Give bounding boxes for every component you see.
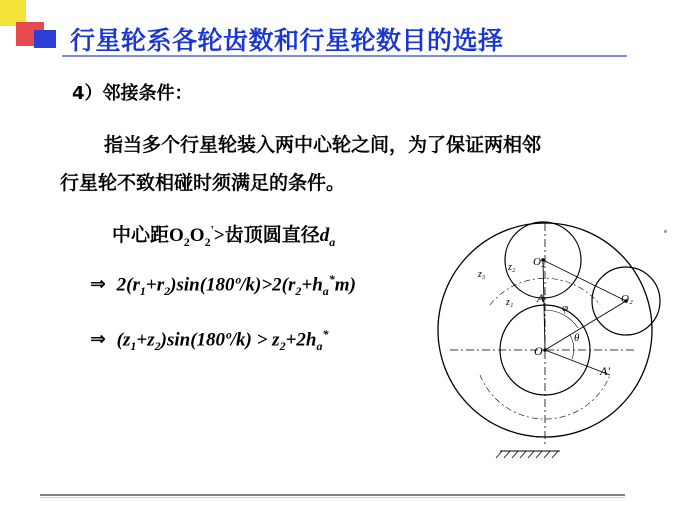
planetary-gear-diagram [430,215,675,465]
label-a-prime: A' [600,364,610,378]
label-a: A [537,291,545,305]
teeth-formula: ⇒ $(z_1+z_2)\sin(180º/k) > z_2+2h_a^*$ [90,327,329,354]
label-o: O [534,344,543,358]
paragraph-line-1: 指当多个行星轮装入两中心轮之间，为了保证两相邻 [104,134,542,156]
page-title: 行星轮系各轮齿数和行星轮数目的选择 [70,26,504,55]
label-o2-top: O₂ [533,256,545,268]
label-z2: z₂ [508,262,516,273]
implies-arrow: ⇒ [90,273,106,296]
decor-square-blue [34,30,56,48]
label-z3: z₃ [478,269,486,280]
paragraph-line-2: 行星轮不致相碰时须满足的条件。 [60,172,346,194]
label-z1: z₁ [506,297,514,308]
radius-formula: ⇒ $2(r_1+r_2)\sin(180º/k)>2(r_2+h_a^*m)$ [90,272,356,299]
implies-arrow: ⇒ [90,328,106,351]
label-phi: φ [562,302,569,314]
label-o2-right: O₂ [621,293,633,305]
condition-paragraph [60,126,660,202]
label-theta: θ [574,332,580,344]
footer-divider-shadow [40,497,625,498]
center-distance-formula: 中心距$O_2O_2'>$齿顶圆直径$d_a$ [112,222,336,249]
section-heading: 4）邻接条件： [72,83,193,104]
footer-divider [40,494,625,496]
